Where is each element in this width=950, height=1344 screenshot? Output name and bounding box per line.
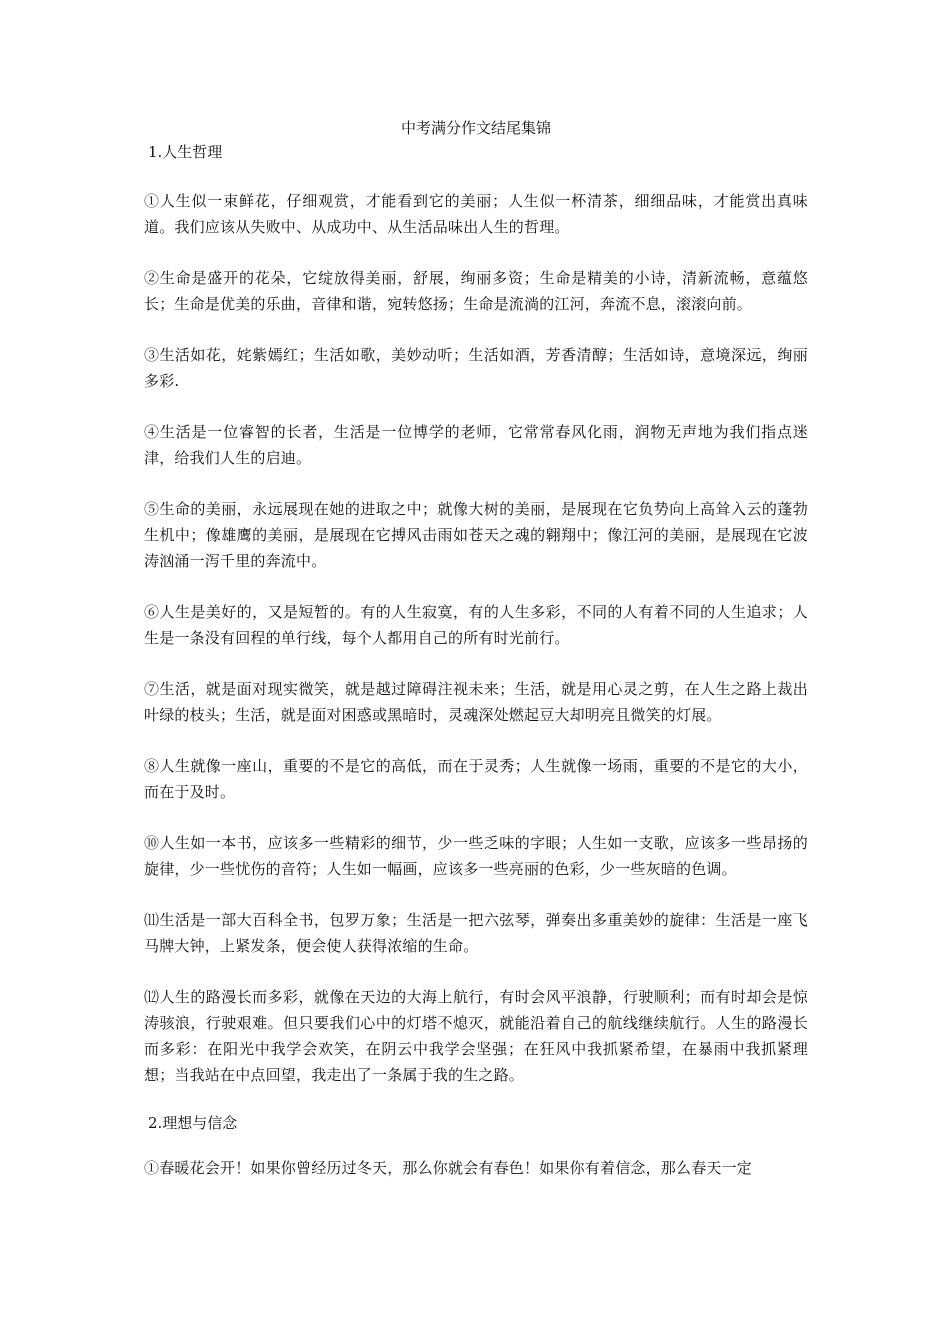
paragraph: ⑩人生如一本书，应该多一些精彩的细节，少一些乏味的字眼；人生如一支歌，应该多一些昂扬的旋律，少一些忧伤的音符；人生如一幅画，应该多一些亮丽的色彩，少一些灰暗的色调。 bbox=[144, 834, 808, 878]
paragraph: ⑿人生的路漫长而多彩，就像在天边的大海上航行，有时会风平浪静，行驶顺利；而有时却会是惊涛骇浪，行驶艰难。但只要我们心中的灯塔不熄灭，就能沿着自己的航线继续航行。人生的路漫长而多彩：在阳光中我学会欢笑，在阴云中我学会坚强；在狂风中我抓紧希望，在暴雨中我抓紧理想；当我站在中点回望，我走出了一条属于我的生之路。 bbox=[144, 988, 808, 1084]
document-page bbox=[144, 118, 808, 1206]
paragraph: ①春暖花会开！如果你曾经历过冬天，那么你就会有春色！如果你有着信念，那么春天一定 bbox=[144, 1159, 753, 1177]
paragraph: ④生活是一位睿智的长者，生活是一位博学的老师，它常常春风化雨，润物无声地为我们指点迷津，给我们人生的启迪。 bbox=[144, 423, 808, 467]
paragraph: ⑤生命的美丽，永远展现在她的进取之中；就像大树的美丽，是展现在它负势向上高耸入云的蓬勃生机中；像雄鹰的美丽，是展现在它搏风击雨如苍天之魂的翱翔中；像江河的美丽，是展现在它波涛汹涌一泻千里的奔流中。 bbox=[144, 500, 808, 570]
section-heading-ideals-beliefs: 2.理想与信念 bbox=[148, 1114, 238, 1132]
paragraph: ②生命是盛开的花朵，它绽放得美丽，舒展，绚丽多资；生命是精美的小诗，清新流畅，意蕴悠长；生命是优美的乐曲，音律和谐，宛转悠扬；生命是流淌的江河，奔流不息，滚滚向前。 bbox=[144, 269, 808, 313]
paragraph: ①人生似一束鲜花，仔细观赏，才能看到它的美丽；人生似一杯清茶，细细品味，才能赏出真味道。我们应该从失败中、从成功中、从生活品味出人生的哲理。 bbox=[144, 192, 808, 236]
section-heading-life-philosophy: 1.人生哲理 bbox=[148, 143, 223, 161]
paragraph: ③生活如花，姹紫嫣红；生活如歌，美妙动听；生活如酒，芳香清醇；生活如诗，意境深远，绚丽多彩. bbox=[144, 346, 808, 390]
document-title: 中考满分作文结尾集锦 bbox=[400, 119, 551, 137]
paragraph: ⑾生活是一部大百科全书，包罗万象；生活是一把六弦琴，弹奏出多重美妙的旋律：生活是一座飞马牌大钟，上紧发条，便会使人获得浓缩的生命。 bbox=[144, 911, 808, 955]
paragraph: ⑥人生是美好的，又是短暂的。有的人生寂寞，有的人生多彩，不同的人有着不同的人生追求；人生是一条没有回程的单行线，每个人都用自己的所有时光前行。 bbox=[144, 603, 808, 647]
paragraph: ⑧人生就像一座山，重要的不是它的高低，而在于灵秀；人生就像一场雨，重要的不是它的大小，而在于及时。 bbox=[144, 757, 808, 801]
paragraph: ⑦生活，就是面对现实微笑，就是越过障碍注视未来；生活，就是用心灵之剪，在人生之路上裁出叶绿的枝头；生活，就是面对困惑或黑暗时，灵魂深处燃起豆大却明亮且微笑的灯展。 bbox=[144, 680, 808, 724]
